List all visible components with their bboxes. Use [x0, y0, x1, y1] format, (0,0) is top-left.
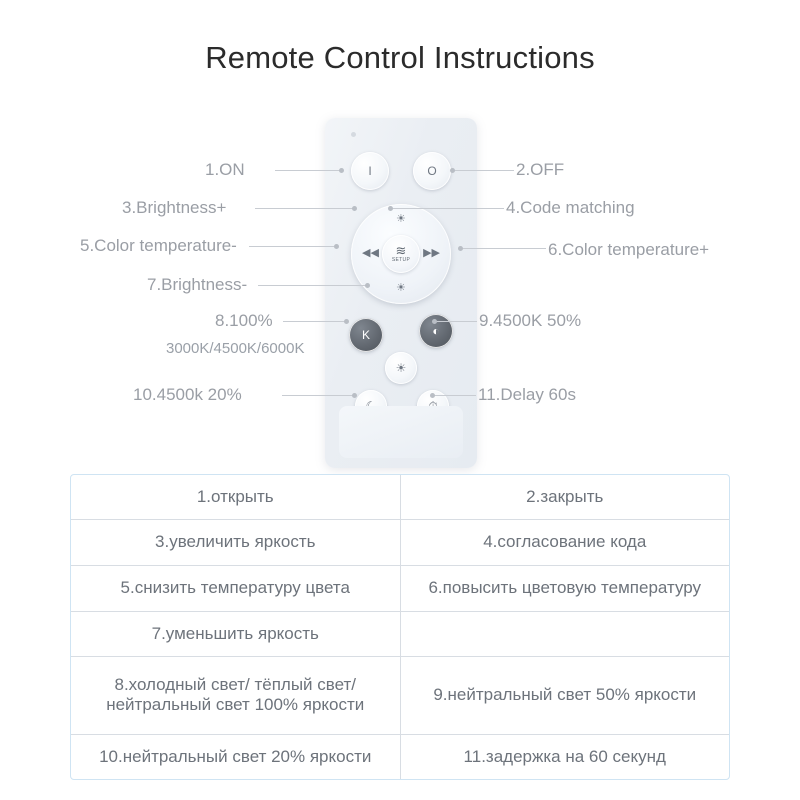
leader-line-8 [283, 321, 346, 322]
leader-line-3 [255, 208, 355, 209]
leader-dot-1 [339, 168, 344, 173]
callout-7-label: 7.Brightness- [147, 275, 248, 294]
callout-4-label: 4.Code matching [506, 198, 635, 217]
table-cell: 4.согласование кода [400, 520, 729, 566]
color-temperature-minus-icon[interactable]: ◀◀ [362, 247, 379, 259]
color-temperature-plus-icon[interactable]: ▶▶ [423, 247, 440, 259]
callout-1-label: 1.ON [205, 160, 245, 179]
indicator-led-icon [351, 132, 356, 137]
table-cell: 3.увеличить яркость [71, 520, 400, 566]
callout-11-label: 11.Delay 60s [478, 385, 576, 404]
cold-warm-neutral-button[interactable]: K [349, 318, 383, 352]
leader-dot-9 [432, 319, 437, 324]
leader-line-5 [249, 246, 337, 247]
callout-3-label: 3.Brightness+ [122, 198, 227, 217]
table-cell: 2.закрыть [400, 475, 729, 520]
leader-dot-10 [352, 393, 357, 398]
setup-label: SETUP [391, 257, 411, 263]
leader-dot-3 [352, 206, 357, 211]
table-row [71, 520, 729, 566]
callout-6-label: 6.Color temperature+ [548, 240, 710, 259]
page-title: Remote Control Instructions [205, 40, 595, 75]
leader-line-1 [275, 170, 341, 171]
callout-8-label: 8.100% [215, 311, 273, 330]
table-cell: 7.уменьшить яркость [71, 611, 400, 657]
table-row [71, 611, 729, 657]
setup-button[interactable] [382, 235, 420, 273]
leader-dot-11 [430, 393, 435, 398]
table-cell: 8.холодный свет/ тёплый свет/ нейтральный свет 100% яркости [71, 657, 400, 734]
bulb-button[interactable]: ☀ [385, 352, 417, 384]
table-cell: 6.повысить цветовую температуру [400, 566, 729, 612]
leader-dot-8 [344, 319, 349, 324]
leader-dot-7 [365, 283, 370, 288]
leader-dot-2 [450, 168, 455, 173]
leader-line-10 [282, 395, 354, 396]
remote-bottom-panel [339, 406, 463, 458]
leader-dot-6 [458, 246, 463, 251]
brightness-up-icon[interactable]: ☀ [396, 213, 406, 225]
wifi-icon: ≋ [395, 243, 407, 258]
table-row [71, 475, 729, 520]
table-row [71, 657, 729, 734]
table-cell: 5.снизить температуру цвета [71, 566, 400, 612]
callout-10-label: 10.4500k 20% [133, 385, 242, 404]
leader-line-11 [432, 395, 476, 396]
directional-pad[interactable] [351, 204, 451, 304]
neutral-50-button[interactable]: ◐ [419, 314, 453, 348]
power-off-button[interactable]: O [413, 152, 451, 190]
leader-line-2 [452, 170, 514, 171]
leader-line-9 [434, 321, 477, 322]
table-cell: 11.задержка на 60 секунд [400, 734, 729, 779]
brightness-down-icon[interactable]: ☀ [396, 282, 406, 294]
callout-2-label: 2.OFF [516, 160, 565, 179]
table-cell-empty [400, 611, 729, 657]
kelvin-note: 3000K/4500K/6000K [166, 340, 305, 357]
table-cell: 10.нейтральный свет 20% яркости [71, 734, 400, 779]
table-cell: 9.нейтральный свет 50% яркости [400, 657, 729, 734]
leader-line-7 [258, 285, 368, 286]
leader-line-4 [390, 208, 504, 209]
table-cell: 1.открыть [71, 475, 400, 520]
callout-5-label: 5.Color temperature- [80, 236, 237, 255]
power-on-button[interactable]: I [351, 152, 389, 190]
callout-9-label: 9.4500K 50% [479, 311, 582, 330]
leader-dot-4 [388, 206, 393, 211]
translation-table [70, 474, 730, 780]
leader-line-6 [460, 248, 546, 249]
leader-dot-5 [334, 244, 339, 249]
table-row [71, 566, 729, 612]
table-row [71, 734, 729, 779]
